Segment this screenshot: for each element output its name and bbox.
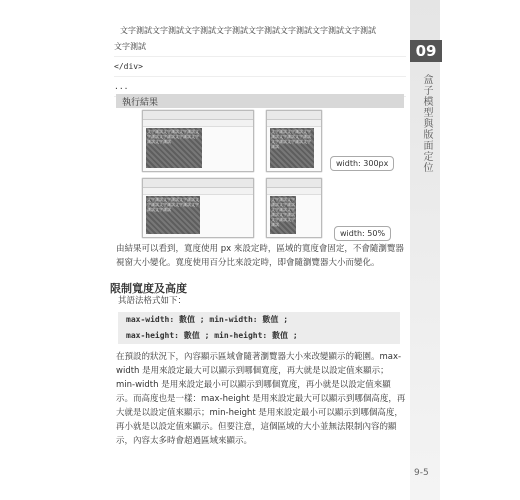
browser-wide-fixed: [142, 110, 254, 172]
section-heading: 限制寬度及高度: [110, 282, 187, 295]
width-percent-label: width: 50%: [334, 226, 391, 241]
paragraph-explanation: 在預設的狀況下，內容顯示區域會隨著瀏覽器大小來改變顯示的範圍。max-width 是用來設定最大可以顯示到哪個寬度，再大就是以設定值來顯示；min-width 是用來設定最小可以顯示到哪個寬度，再小就是以設定值來顯示。而高度也是一樣：max-height 是用來設定最大可以顯示到哪個高度，再大就是以設定值來顯示；min-height 是用來設定最小可以顯示到哪個高度，再小就是以設定值來顯示。但要注意，這個區域的大小並無法限制內容的顯示，內容太多時會超過區域來顯示。: [116, 352, 406, 446]
browser-text: 文字測試文字測試文字測試文字測試文字測試文字測試文字測試文字測試: [147, 129, 199, 144]
chapter-number: 09: [410, 40, 442, 62]
syntax-intro: 其語法格式如下：: [118, 296, 187, 306]
browser-narrow-fixed: [266, 110, 322, 172]
browser-wide-percent: [142, 178, 254, 238]
code-line: 文字測試: [114, 37, 406, 57]
page-number: 9-5: [414, 468, 429, 478]
paragraph-result: 由結果可以看到，寬度使用 px 來設定時，區域的寬度會固定，不會隨瀏覽器視窗大小變化。寬度使用百分比來設定時，即會隨瀏覽器大小而變化。: [116, 244, 404, 268]
browser-text: 文字測試文字測試文字測試文字測試文字測試文字測試文字測試文字測試: [271, 129, 311, 149]
code-line: 文字測試文字測試文字測試文字測試文字測試文字測試文字測試文字測試: [120, 26, 376, 35]
code-line: </div>: [114, 57, 406, 77]
code-line: max-height: 數值 ; min-height: 數值 ;: [126, 331, 298, 340]
code-snippet-top: [114, 24, 406, 97]
syntax-code-box: [118, 312, 400, 344]
chapter-title: 盒子模型與版面定位: [421, 74, 432, 173]
browser-text: 文字測試文字測試文字測試文字測試文字測試文字測試文字測試文字測試: [271, 197, 295, 227]
browser-text: 文字測試文字測試文字測試文字測試文字測試文字測試文字測試文字測試: [147, 197, 199, 212]
result-heading: 執行結果: [116, 94, 404, 108]
code-line: ...: [114, 77, 406, 97]
code-line: max-width: 數值 ; min-width: 數值 ;: [126, 315, 289, 324]
browser-narrow-percent: [266, 178, 322, 238]
width-fixed-label: width: 300px: [330, 156, 394, 171]
